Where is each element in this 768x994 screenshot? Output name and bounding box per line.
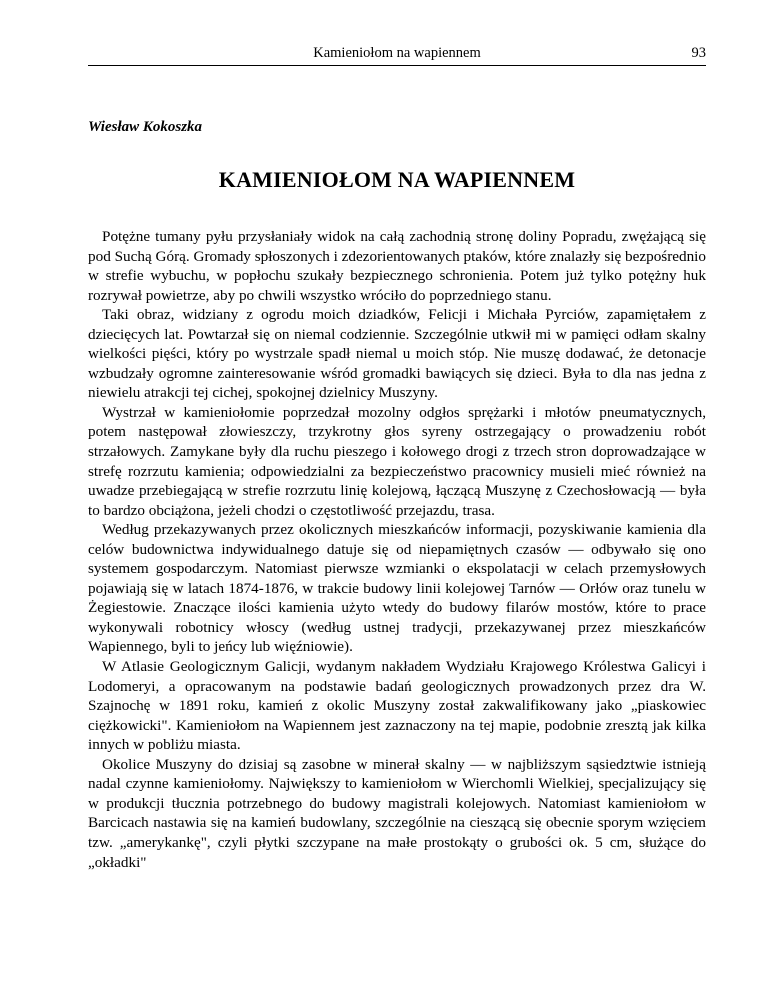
- paragraph: W Atlasie Geologicznym Galicji, wydanym nakładem Wydziału Krajowego Królestwa Galicyi i Lodomeryi, a opracowanym na podstawie badań geologicznych prowadzonych przez dra W. Szajnochę w 1891 roku, kamień z okolic Muszyny został zakwalifikowany jako „piaskowiec ciężkowicki". Kamieniołom na Wapiennem jest zaznaczony na tej mapie, podobnie zresztą jak kilka innych w pobliżu miasta.: [88, 658, 706, 754]
- article-body: [88, 227, 706, 872]
- paragraph: Taki obraz, widziany z ogrodu moich dziadków, Felicji i Michała Pyrciów, zapamiętałem z dziecięcych lat. Powtarzał się on niemal codziennie. Szczególnie utkwił mi w pamięci odłam skalny wielkości pięści, który po wystrzale spadł niemal u moich stóp. Nie muszę dodawać, że detonacje wzbudzały ogromne zainteresowanie wśród gromadki bawiących się dzieci. Była to dla nas jedna z niewielu atrakcji tej cichej, spokojnej dzielnicy Muszyny.: [88, 306, 706, 402]
- author-name: Wiesław Kokoszka: [88, 119, 203, 135]
- paragraph: Według przekazywanych przez okolicznych mieszkańców informacji, pozyskiwanie kamienia dla celów budownictwa indywidualnego datuje się od niepamiętnych czasów — odbywało się ono systemem gospodarczym. Natomiast pierwsze wzmianki o ekspolatacji w celach przemysłowych pojawiają się w latach 1874-1876, w trakcie budowy linii kolejowej Tarnów — Orłów oraz tunelu w Żegiestowie. Znaczące ilości kamienia użyto wtedy do budowy filarów mostów, które to prace wykonywali robotnicy włoscy (według ustnej tradycji, przekazywanej przez mieszkańców Wapiennego, byli to jeńcy lub więźniowie).: [88, 521, 706, 656]
- running-title: Kamieniołom na wapiennem: [313, 45, 481, 61]
- running-header: [88, 45, 706, 66]
- paragraph: Potężne tumany pyłu przysłaniały widok na całą zachodnią stronę doliny Popradu, zwężającą się pod Suchą Górą. Gromady spłoszonych i zdezorientowanych ptaków, które znalazły się bezpośrednio w strefie wybuchu, w popłochu szukały bezpiecznego schronienia. Potem już tylko potężny huk rozrywał powietrze, aby po chwili wszystko wróciło do poprzedniego stanu.: [88, 228, 706, 304]
- page-number: 93: [691, 45, 706, 61]
- paragraph: Wystrzał w kamieniołomie poprzedzał mozolny odgłos sprężarki i młotów pneumatycznych, potem następował złowieszczy, trzykrotny głos syreny ostrzegający o prowadzeniu robót strzałowych. Zamykane były dla ruchu pieszego i kołowego drogi z trzech stron doprowadzające w strefę rozrzutu kamienia; odpowiedzialni za bezpieczeństwo pracownicy musieli mieć również na uwadze przebiegającą w strefie rozrzutu linię kolejową, łączącą Muszynę z Czechosłowacją — była to bardzo obciążona, jeżeli chodzi o częstotliwość przejazdu, trasa.: [88, 403, 706, 519]
- paragraph: Okolice Muszyny do dzisiaj są zasobne w minerał skalny — w najbliższym sąsiedztwie istnieją nadal czynne kamieniołomy. Największy to kamieniołom w Wierchomli Wielkiej, specjalizujący się w produkcji tłucznia potrzebnego do budowy magistrali kolejowych. Natomiast kamieniołom w Barcicach nastawia się na kamień budowlany, szczególnie na cieszącą się obecnie sporym wzięciem tzw. „amerykankę", czyli płytki szczypane na małe prostokąty o grubości ok. 5 cm, służące do „okładki": [88, 755, 706, 871]
- article-title: KAMIENIOŁOM NA WAPIENNEM: [218, 167, 576, 192]
